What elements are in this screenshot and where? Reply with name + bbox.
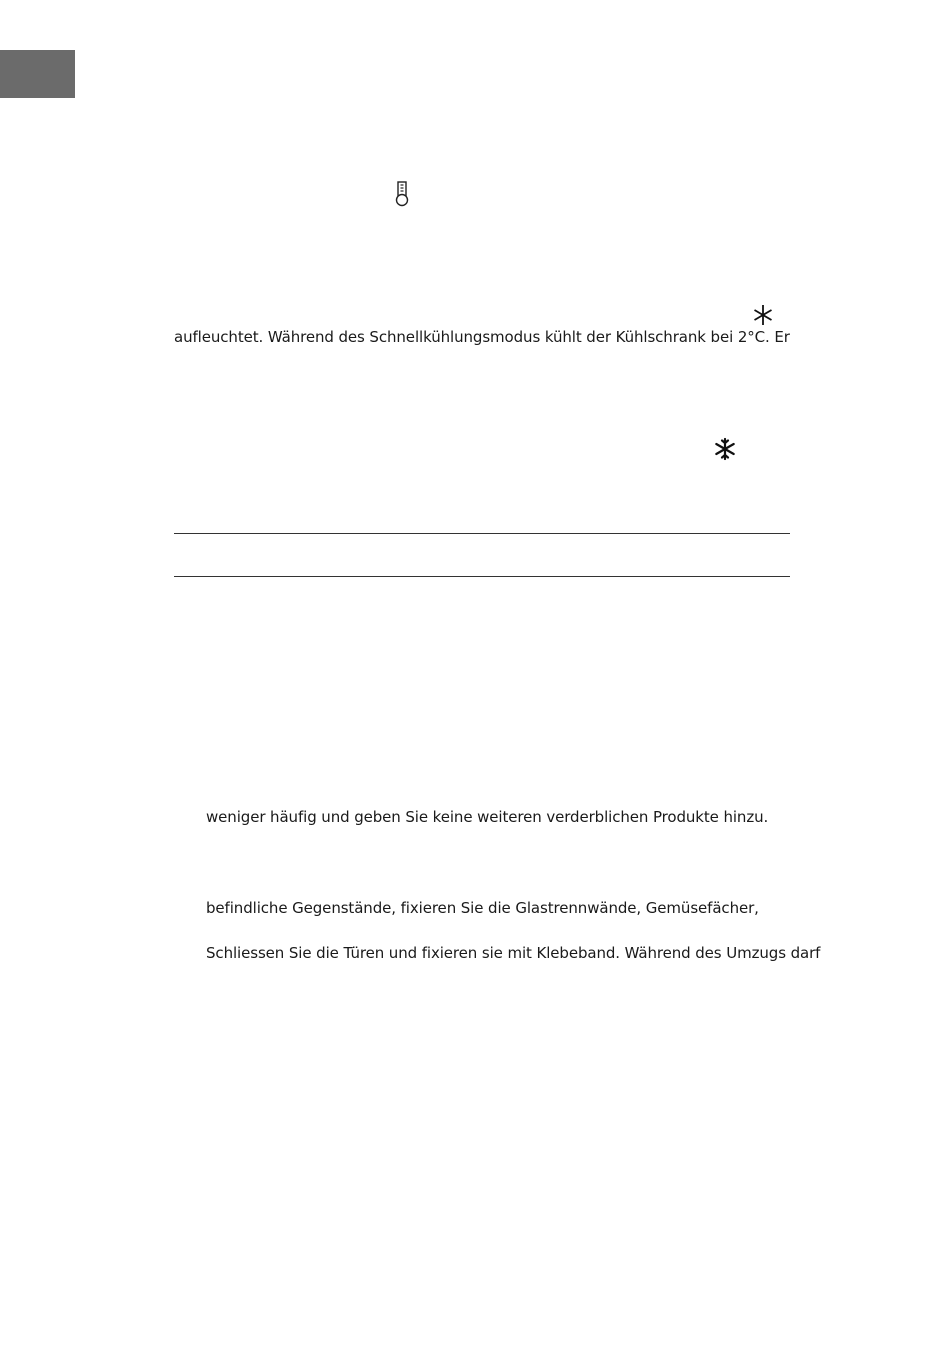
thermometer-icon <box>393 180 411 208</box>
less-often-line: weniger häufig und geben Sie keine weiteren verderblichen Produkte hinzu. <box>206 808 769 826</box>
snowflake-icon <box>713 437 737 461</box>
rule-top <box>174 533 790 534</box>
quick-cool-line: aufleuchtet. Während des Schnellkühlungsmodus kühlt der Kühlschrank bei 2°C. Er <box>174 328 790 346</box>
items-line: befindliche Gegenstände, fixieren Sie die Glastrennwände, Gemüsefächer, <box>206 899 759 917</box>
asterisk-icon <box>752 304 774 326</box>
language-tab <box>0 50 75 98</box>
doors-line: Schliessen Sie die Türen und fixieren sie mit Klebeband. Während des Umzugs darf <box>206 944 821 962</box>
rule-bottom <box>174 576 790 577</box>
